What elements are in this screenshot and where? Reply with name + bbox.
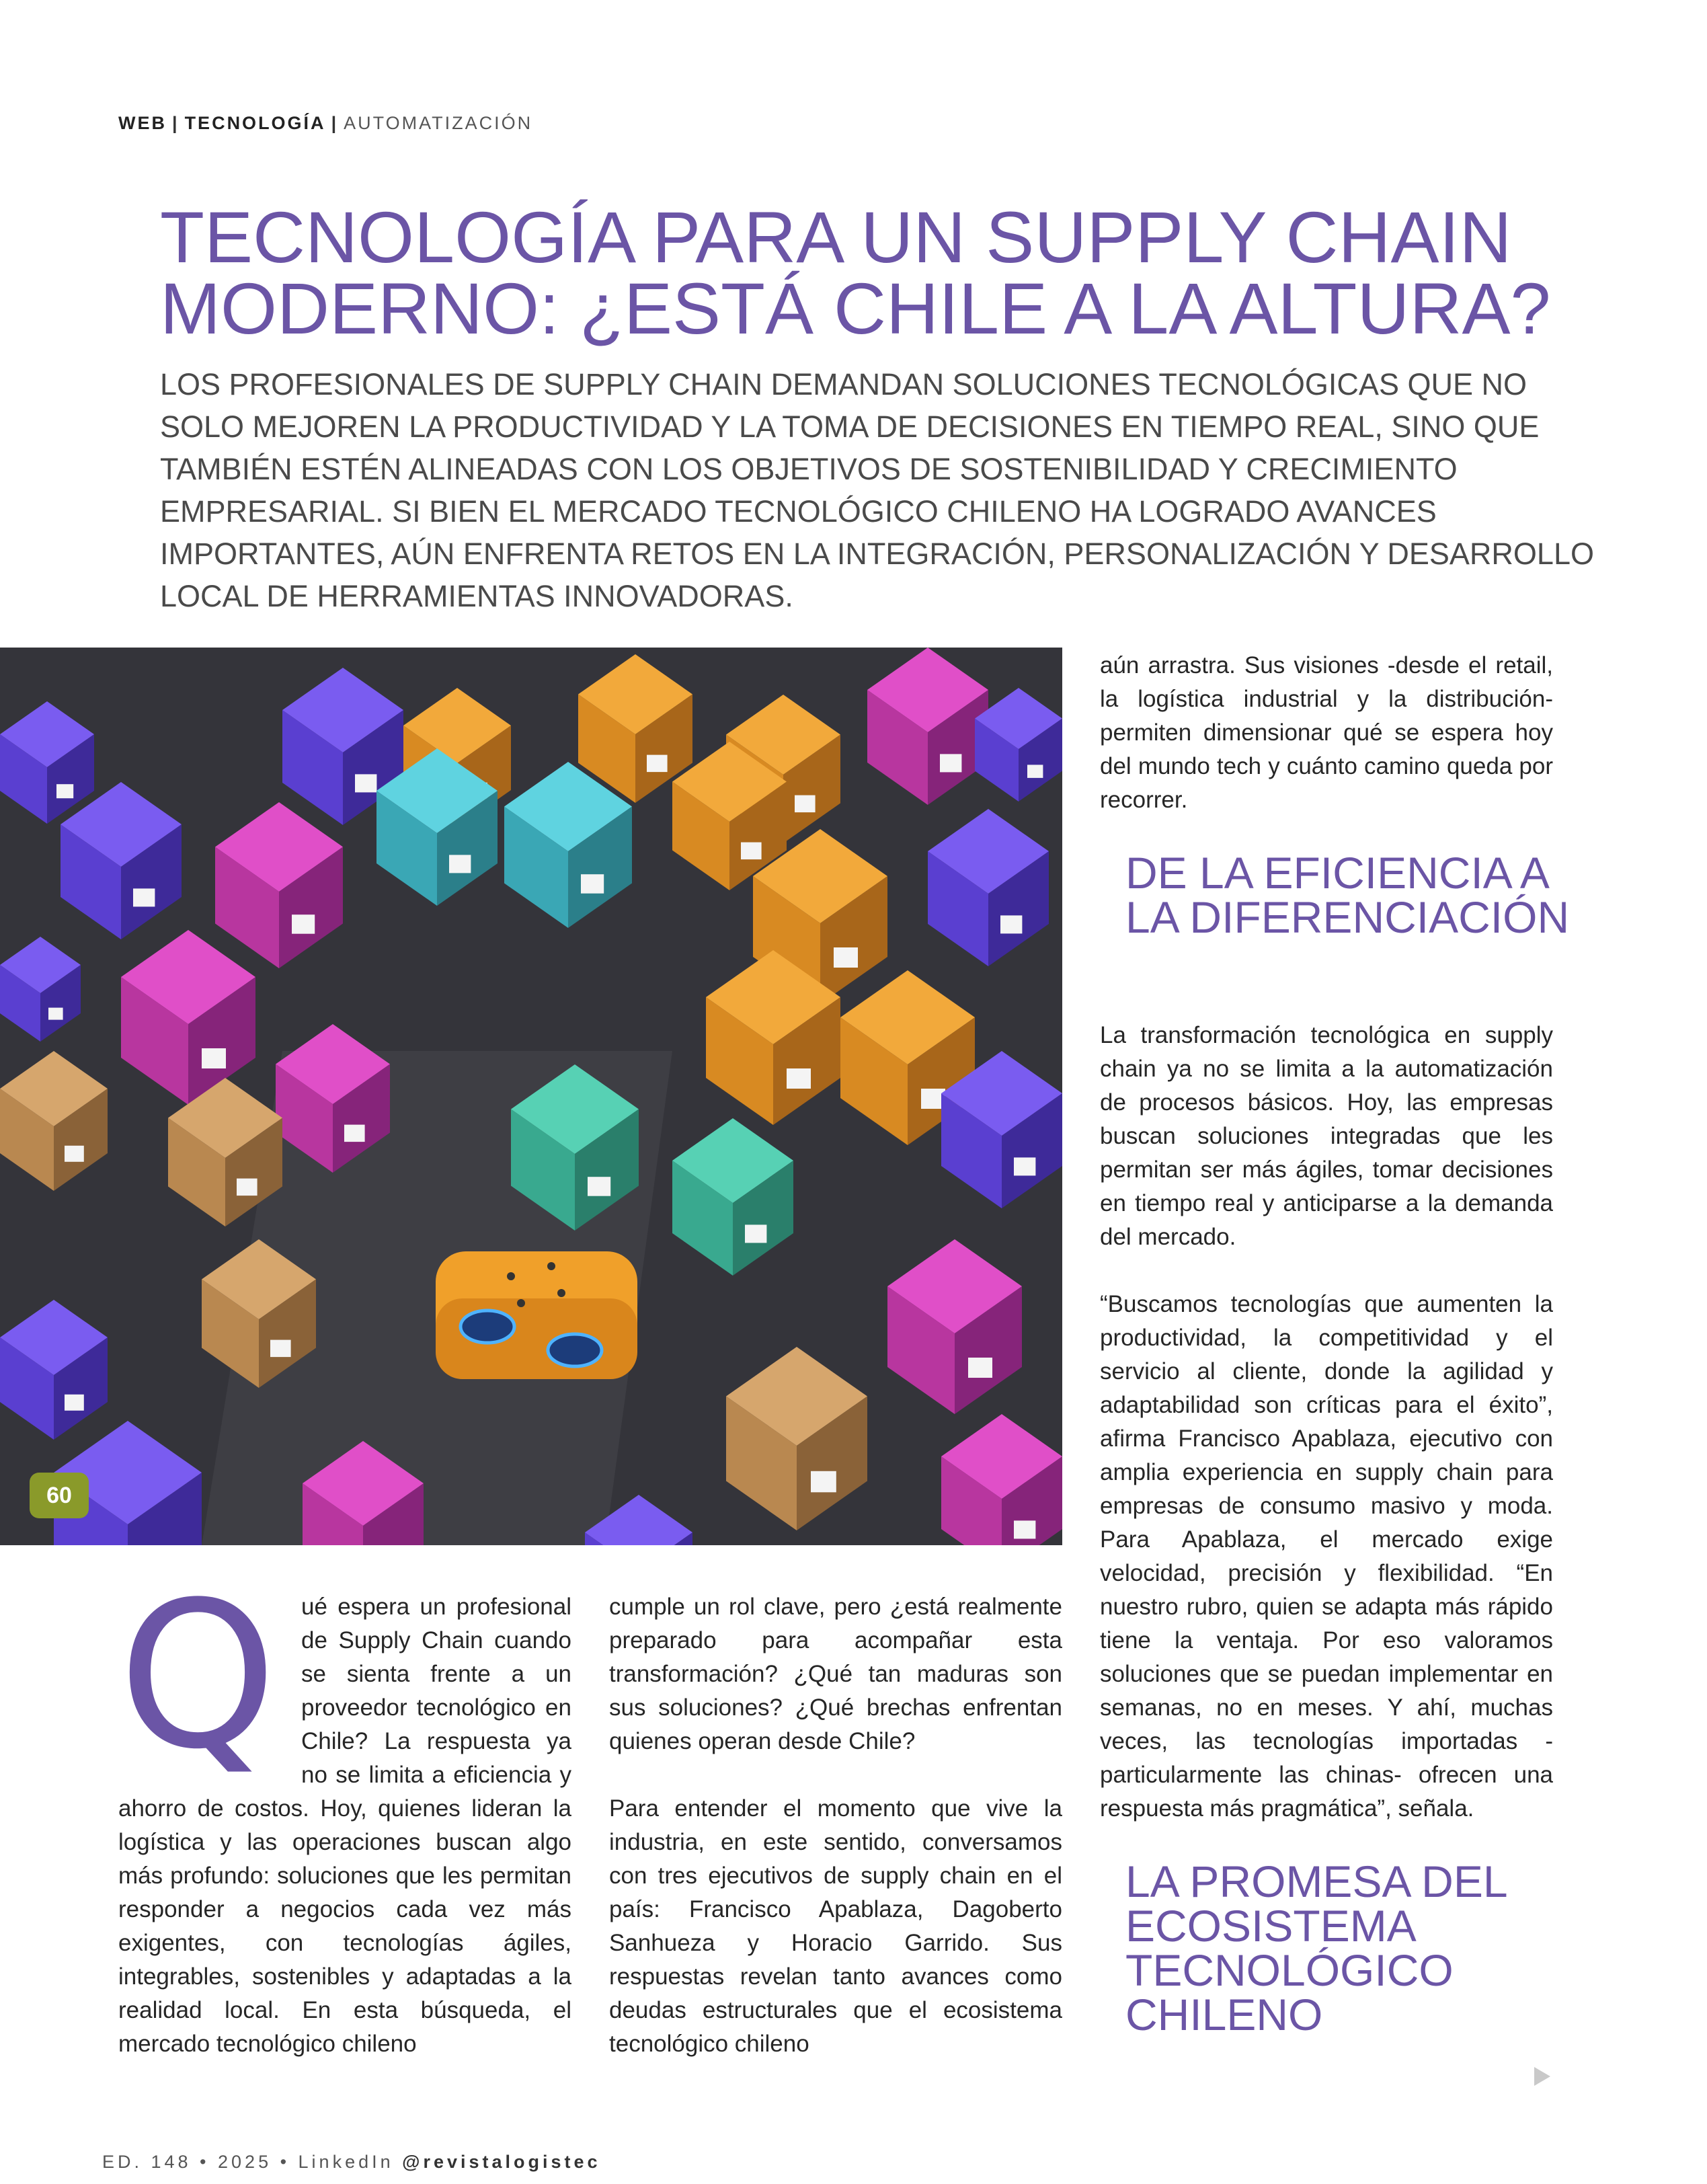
footer-edition: ED. 148 • 2025 • LinkedIn (102, 2152, 403, 2172)
headline-line-1: TECNOLOGÍA PARA UN SUPPLY CHAIN (160, 196, 1512, 278)
section-breadcrumb (118, 113, 532, 134)
body-paragraph: Para entender el momento que vive la industria, en este sentido, conversamos con tres ejecutivos de supply chain en el país: Francisco Apablaza, Dagoberto Sanhueza y Horacio Garrido. Sus respuestas revelan tanto avances como deudas estructurales que el ecosistema tecnológico chileno (609, 1795, 1062, 2057)
body-paragraph: cumple un rol clave, pero ¿está realmente preparado para acompañar esta transformación? ¿Qué tan maduras son sus soluciones? ¿Qué brechas enfrentan quienes operan desde Chile? (609, 1594, 1062, 1754)
robot-icon (436, 1251, 637, 1379)
dek-line: SOLO MEJOREN LA PRODUCTIVIDAD Y LA TOMA DE DECISIONES EN TIEMPO REAL, SINO QUE (160, 410, 1540, 444)
barcode-label (344, 1125, 365, 1142)
warehouse-illustration (0, 648, 1062, 1545)
dek-line: IMPORTANTES, AÚN ENFRENTA RETOS EN LA INTEGRACIÓN, PERSONALIZACIÓN Y DESARROLLO (160, 537, 1594, 571)
barcode-label (237, 1179, 257, 1196)
body-paragraph: La transformación tecnológica en supply chain ya no se limita a la automatización de procesos básicos. Hoy, las empresas buscan soluciones integradas que les permitan ser más ágiles, tomar decisiones en tiempo real y anticiparse a la demanda del mercado. (1100, 1022, 1553, 1250)
barcode-label (811, 1471, 836, 1493)
section-separator: | (172, 113, 180, 133)
body-column-3-middle (1100, 1019, 1553, 1826)
body-paragraph: “Buscamos tecnologías que aumenten la productividad, la competitividad y el servicio al cliente, donde la agilidad y adaptabilidad son críticas para el éxito”, afirma Francisco Apablaza, ejecutivo con amplia experiencia en supply chain para empresas de consumo masivo y moda. Para Apablaza, el mercado exige velocidad, precisión y flexibilidad. “En nuestro rubro, quien se adapta más rápido tiene la ventaja. Por eso valoramos soluciones que se puedan implementar en semanas, no en meses. Y ahí, muchas veces, las tecnologías importadas -particularmente las chinas- ofrecen una respuesta más pragmática”, señala. (1100, 1291, 1553, 1822)
barcode-label (202, 1048, 226, 1068)
barcode-label (1027, 765, 1043, 778)
barcode-label (355, 774, 376, 792)
barcode-label (581, 874, 604, 894)
body-column-2 (609, 1590, 1062, 2061)
section-separator: | (331, 113, 339, 133)
page-footer (102, 2152, 601, 2173)
dek-line: LOCAL DE HERRAMIENTAS INNOVADORAS. (160, 579, 793, 613)
barcode-label (795, 795, 816, 813)
headline-line-2: MODERNO: ¿ESTÁ CHILE A LA ALTURA? (160, 268, 1551, 349)
body-column-1 (118, 1559, 571, 2061)
barcode-label (270, 1340, 291, 1358)
article-headline (160, 196, 1639, 349)
article-dek (160, 363, 1594, 617)
barcode-label (48, 1008, 63, 1020)
barcode-label (1014, 1520, 1035, 1538)
body-paragraph: ué espera un profesional de Supply Chain cuando se sienta frente a un proveedor tecnológico en Chile? La respuesta ya no se limita a eficiencia y ahorro de costos. Hoy, quienes lideran la logística y las operaciones buscan algo más profundo: soluciones que les permitan responder a negocios cada vez más exigentes, con tecnologías ágiles, integrables, sostenibles y adaptadas a la realidad local. En esta búsqueda, el mercado tecnológico chileno (118, 1594, 571, 2057)
barcode-label (1000, 915, 1022, 933)
footer-handle: @revistalogistec (402, 2152, 601, 2172)
barcode-label (56, 784, 73, 798)
drop-cap: Q (118, 1559, 278, 1793)
barcode-label (133, 888, 155, 906)
barcode-label (588, 1177, 610, 1196)
dek-line: LOS PROFESIONALES DE SUPPLY CHAIN DEMANDAN SOLUCIONES TECNOLÓGICAS QUE NO (160, 367, 1527, 401)
barcode-label (65, 1146, 84, 1162)
barcode-label (647, 755, 668, 773)
barcode-label (1014, 1157, 1035, 1175)
body-column-3-top (1100, 649, 1553, 817)
barcode-label (65, 1395, 84, 1411)
dek-line: TAMBIÉN ESTÉN ALINEADAS CON LOS OBJETIVOS DE SOSTENIBILIDAD Y CRECIMIENTO (160, 452, 1458, 486)
next-page-arrow-icon (1534, 2067, 1550, 2086)
barcode-label (940, 754, 961, 772)
dek-line: EMPRESARIAL. SI BIEN EL MERCADO TECNOLÓGICO CHILENO HA LOGRADO AVANCES (160, 494, 1437, 529)
page-number-badge: 60 (30, 1473, 89, 1518)
subheading-ecosystem: LA PROMESA DEL ECOSISTEMA TECNOLÓGICO CHILENO (1125, 1857, 1507, 2039)
section-web: WEB (118, 113, 167, 133)
barcode-label (834, 947, 858, 968)
barcode-label (968, 1358, 992, 1378)
subheading-efficiency: DE LA EFICIENCIA A LA DIFERENCIACIÓN (1125, 848, 1570, 942)
section-automation: AUTOMATIZACIÓN (344, 113, 533, 133)
barcode-label (449, 855, 471, 873)
body-paragraph: aún arrastra. Sus visiones -desde el retail, la logística industrial y la distribución- permiten dimensionar qué se espera hoy del mundo tech y cuánto camino queda por recorrer. (1100, 652, 1553, 813)
barcode-label (292, 914, 315, 934)
barcode-label (741, 843, 762, 860)
section-tech: TECNOLOGÍA (184, 113, 326, 133)
barcode-label (745, 1224, 766, 1243)
warehouse-boxes-graphic (0, 648, 1062, 1545)
barcode-label (787, 1068, 811, 1089)
